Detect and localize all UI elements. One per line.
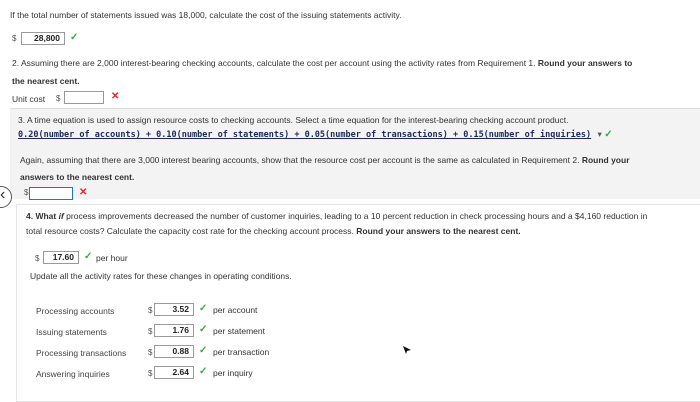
mouse-pointer-icon <box>402 345 412 355</box>
q3-prompt: 3. A time equation is used to assign resource costs to checking accounts. Select a time equation for the interest-bearing checking account product. <box>18 115 569 125</box>
answering-inquiries-field[interactable]: 2.64 <box>154 366 194 379</box>
q3-equation-text: 0.20(number of accounts) + 0.10(number of statements) + 0.05(number of transactions) + 0.15(number of inquiries) <box>18 130 592 140</box>
q3-answer-field[interactable] <box>29 187 73 200</box>
q4-prompt-rest: process improvements decreased the number of customer inquiries, leading to a 10 percent reduction in check processing hours and a $4,160 reduction in <box>63 211 648 221</box>
q2-currency: $ <box>56 94 61 103</box>
x-icon: ✕ <box>79 187 88 198</box>
check-icon: ✓ <box>199 345 208 356</box>
q3-again-bold-2: answers to the nearest cent. <box>20 172 135 182</box>
check-icon: ✓ <box>199 303 208 314</box>
q4-prompt-if: if <box>58 211 64 221</box>
check-icon: ✓ <box>84 251 93 262</box>
q4-prompt-line2 <box>26 226 521 236</box>
q3-again-text: Again, assuming that there are 3,000 interest bearing accounts, show that the resource cost per account is the same as calculated in Requirement 2. <box>20 155 580 165</box>
row-label: Issuing statements <box>36 327 107 337</box>
q2-prompt-bold: Round your answers to <box>537 58 633 68</box>
q4-rate-currency: $ <box>35 254 40 263</box>
q2-label: Unit cost <box>12 94 46 104</box>
row-label: Processing transactions <box>36 348 127 358</box>
processing-transactions-field[interactable]: 0.88 <box>154 345 194 358</box>
row-currency: $ <box>148 369 153 378</box>
x-icon: ✕ <box>111 91 120 102</box>
q2-prompt <box>12 58 632 68</box>
q3-currency: $ <box>24 188 29 197</box>
q4-prompt-prefix: 4. What <box>26 211 59 221</box>
q4-prompt-line2-text: total resource costs? Calculate the capacity cost rate for the checking account process. <box>26 226 354 236</box>
q3-again-prompt <box>20 155 630 165</box>
processing-accounts-field[interactable]: 3.52 <box>154 303 194 316</box>
q2-prompt-text: 2. Assuming there are 2,000 interest-bearing checking accounts, calculate the cost per account using the activity rates from Requirement 1. <box>12 58 536 68</box>
row-currency: $ <box>148 306 153 315</box>
row-currency: $ <box>148 348 153 357</box>
check-icon: ✓ <box>199 366 208 377</box>
q1-prompt: If the total number of statements issued was 18,000, calculate the cost of the issuing statements activity. <box>10 10 402 20</box>
check-icon: ✓ <box>604 129 613 140</box>
row-label: Answering inquiries <box>36 369 110 379</box>
row-unit: per transaction <box>213 347 270 357</box>
q3-equation-select[interactable] <box>18 129 613 140</box>
q1-currency: $ <box>12 34 17 43</box>
q3-again-bold: Round your <box>581 155 630 165</box>
row-unit: per inquiry <box>213 368 253 378</box>
check-icon: ✓ <box>70 32 79 43</box>
q4-prompt-bold: Round your answers to the nearest cent. <box>356 226 521 236</box>
q4-update-text: Update all the activity rates for these changes in operating conditions. <box>30 271 292 281</box>
row-unit: per statement <box>213 326 265 336</box>
issuing-statements-field[interactable]: 1.76 <box>154 324 194 337</box>
q2-prompt-bold-2: the nearest cent. <box>12 76 80 86</box>
check-icon: ✓ <box>199 324 208 335</box>
row-currency: $ <box>148 327 153 336</box>
q1-answer-field[interactable]: 28,800 <box>21 32 65 45</box>
q4-rate-unit: per hour <box>96 253 128 263</box>
row-unit: per account <box>213 305 258 315</box>
chevron-down-icon: ▾ <box>597 129 602 139</box>
q4-rate-field[interactable]: 17.60 <box>43 251 79 264</box>
chevron-left-icon: ‹ <box>0 186 6 203</box>
q2-unit-cost-field[interactable] <box>64 91 104 104</box>
row-label: Processing accounts <box>36 306 115 316</box>
q4-prompt <box>26 211 647 221</box>
